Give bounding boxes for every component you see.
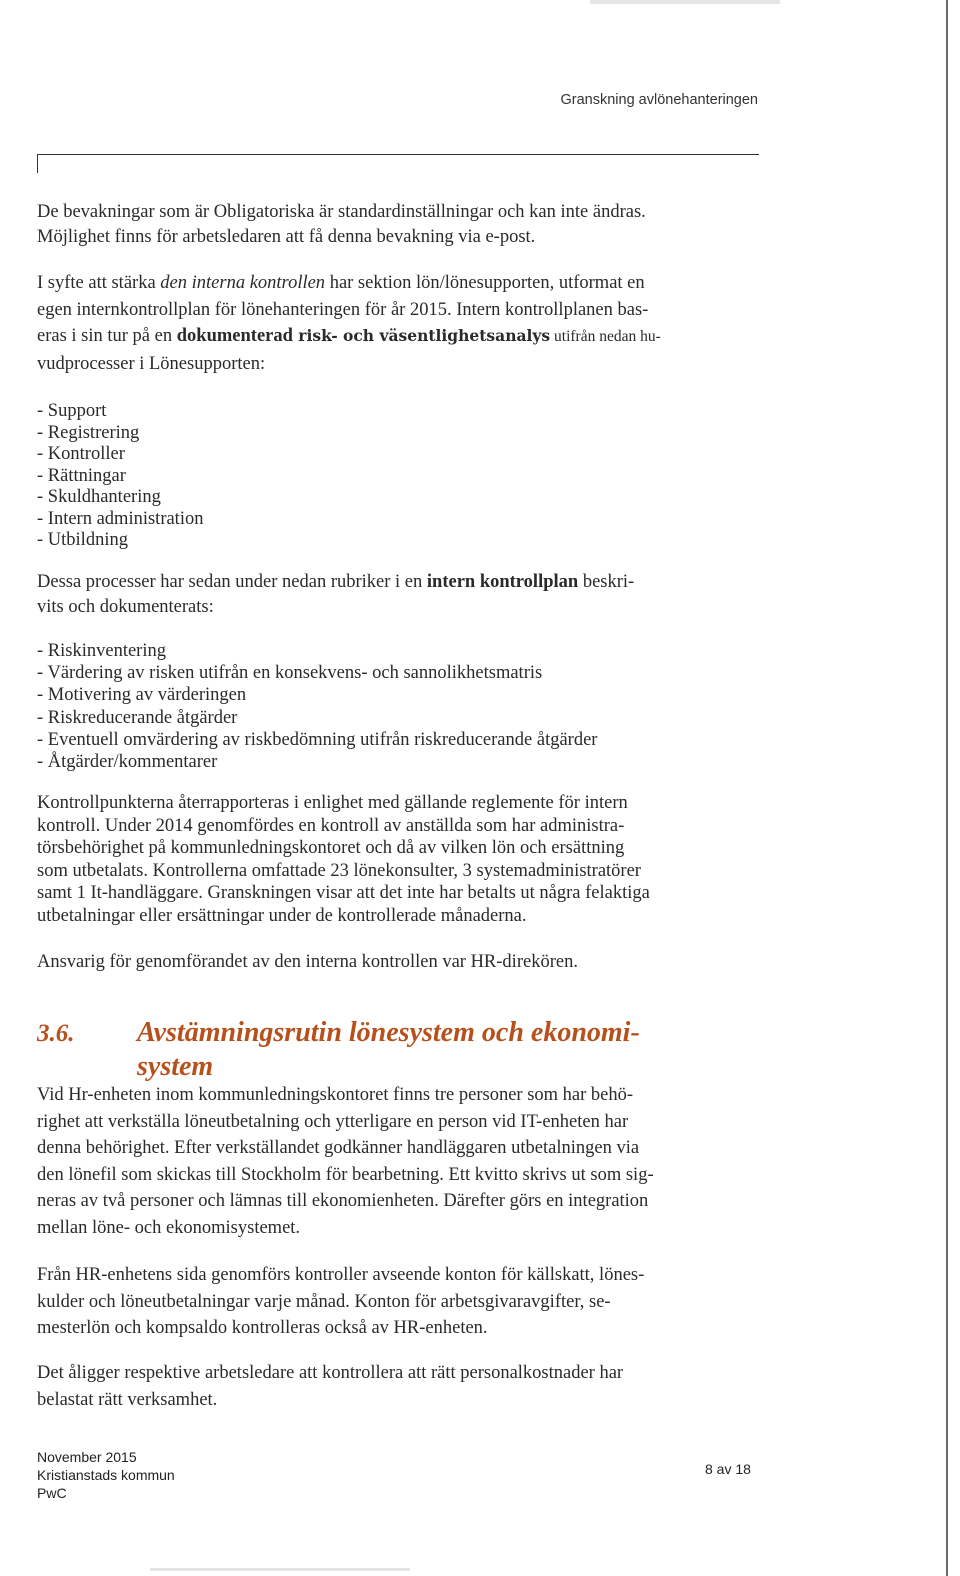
text-line: kulder och löneutbetalningar varje månad. Konton för arbetsgivaravgifter, se-: [37, 1291, 611, 1312]
text-line: den lönefil som skickas till Stockholm för bearbetning. Ett kvitto skrivs ut som sig-: [37, 1164, 654, 1185]
text-line: törsbehörighet på kommunledningskontoret och då av vilken lön och ersättning: [37, 838, 625, 858]
list-item: - Motivering av värderingen: [37, 684, 597, 706]
header-rule-tick: [37, 154, 38, 173]
text-line: Ansvarig för genomförandet av den interna kontrollen var HR-direkören.: [37, 952, 578, 972]
list-item: - Skuldhantering: [37, 487, 203, 509]
scan-artifact-top: [590, 0, 780, 4]
text-line: I syfte att stärka den interna kontrollen har sektion lön/lönesupporten, utformat en: [37, 273, 645, 293]
text-line: vudprocesser i Lönesupporten:: [37, 353, 266, 374]
footer-date: November 2015: [37, 1449, 137, 1465]
process-list: [37, 401, 203, 552]
list-item: - Åtgärder/kommentarer: [37, 751, 597, 773]
text-line: eras i sin tur på en dokumenterad risk- och väsentlighetsanalys utifrån nedan hu-: [37, 326, 661, 346]
running-header: Granskning avlönehanteringen: [560, 92, 758, 108]
paragraph-intern-kontroll: [37, 270, 757, 377]
text-line: Vid Hr-enheten inom kommunledningskontoret finns tre personer som har behö-: [37, 1085, 634, 1105]
paragraph-arbetsledare: [37, 1360, 757, 1413]
footer-firm: PwC: [37, 1485, 67, 1501]
list-item: - Utbildning: [37, 530, 203, 552]
text-line: kontroll. Under 2014 genomfördes en kontroll av anställda som har administra-: [37, 815, 625, 836]
page-edge-line: [946, 0, 948, 1576]
text-line: Möjlighet finns för arbetsledaren att få denna bevakning via e-post.: [37, 227, 536, 247]
text-line: righet att verkställa löneutbetalning och ytterligare en person vid IT-enheten har: [37, 1111, 629, 1132]
text-line: mesterlön och kompsaldo kontrolleras också av HR-enheten.: [37, 1318, 488, 1338]
text-line: mellan löne- och ekonomisystemet.: [37, 1217, 301, 1238]
paragraph-kontrollpunkter: [37, 792, 757, 927]
text-line: belastat rätt verksamhet.: [37, 1389, 218, 1410]
text-line: Det åligger respektive arbetsledare att kontrollera att rätt personalkostnader har: [37, 1363, 624, 1383]
emphasis-intern-kontrollplan: intern kontrollplan: [426, 572, 579, 592]
text-line: neras av två personer och lämnas till ekonomienheten. Därefter görs en integration: [37, 1191, 649, 1211]
list-item: - Registrering: [37, 423, 203, 445]
list-item: - Riskinventering: [37, 640, 597, 662]
list-item: - Eventuell omvärdering av riskbedömning utifrån riskreducerande åtgärder: [37, 729, 597, 751]
text-line: egen internkontrollplan för lönehanteringen för år 2015. Intern kontrollplanen bas-: [37, 299, 649, 320]
emphasis-riskanalys: risk- och väsentlighetsanalys: [292, 326, 551, 345]
text-line: vits och dokumenterats:: [37, 597, 214, 617]
section-number: 3.6.: [37, 1020, 75, 1047]
footer-org: Kristianstads kommun: [37, 1467, 175, 1483]
paragraph-ansvarig: [37, 950, 757, 975]
list-item: - Kontroller: [37, 444, 203, 466]
paragraph-hr-enheten: [37, 1082, 757, 1241]
section-title: [137, 1016, 757, 1084]
section-title-line: Avstämningsrutin lönesystem och ekonomi-: [137, 1017, 640, 1048]
text-line: samt 1 It-handläggare. Granskningen visar att det inte har betalts ut några felaktiga: [37, 883, 650, 903]
footer-info: [37, 1448, 175, 1502]
paragraph-kontroller: [37, 1262, 757, 1342]
text-line: utbetalningar eller ersättningar under de kontrollerade månaderna.: [37, 905, 527, 926]
emphasis-interna-kontrollen: den interna kontrollen: [160, 273, 326, 293]
list-item: - Support: [37, 401, 203, 423]
text-line: Dessa processer har sedan under nedan rubriker i en intern kontrollplan beskri-: [37, 572, 635, 592]
paragraph-bevakningar: [37, 200, 757, 250]
list-item: - Värdering av risken utifrån en konsekvens- och sannolikhetsmatris: [37, 662, 597, 684]
kontrollplan-list: [37, 640, 597, 773]
list-item: - Riskreducerande åtgärder: [37, 707, 597, 729]
section-title-line: system: [137, 1051, 214, 1082]
text-line: Kontrollpunkterna återrapporteras i enlighet med gällande reglemente för intern: [37, 793, 628, 813]
text-line: Från HR-enhetens sida genomförs kontroller avseende konton för källskatt, lönes-: [37, 1265, 645, 1285]
header-rule: [37, 154, 759, 155]
text-line: som utbetalats. Kontrollerna omfattade 23 lönekonsulter, 3 systemadministratörer: [37, 860, 641, 881]
page-number: 8 av 18: [705, 1461, 751, 1477]
text-line: denna behörighet. Efter verkställandet godkänner handläggaren utbetalningen via: [37, 1138, 640, 1158]
scan-artifact-bottom: [150, 1568, 410, 1571]
list-item: - Intern administration: [37, 509, 203, 531]
list-item: - Rättningar: [37, 466, 203, 488]
text-line: De bevakningar som är Obligatoriska är standardinställningar och kan inte ändras.: [37, 202, 646, 222]
emphasis-dokumenterad: dokumenterad: [176, 326, 293, 346]
paragraph-processer: [37, 570, 757, 620]
